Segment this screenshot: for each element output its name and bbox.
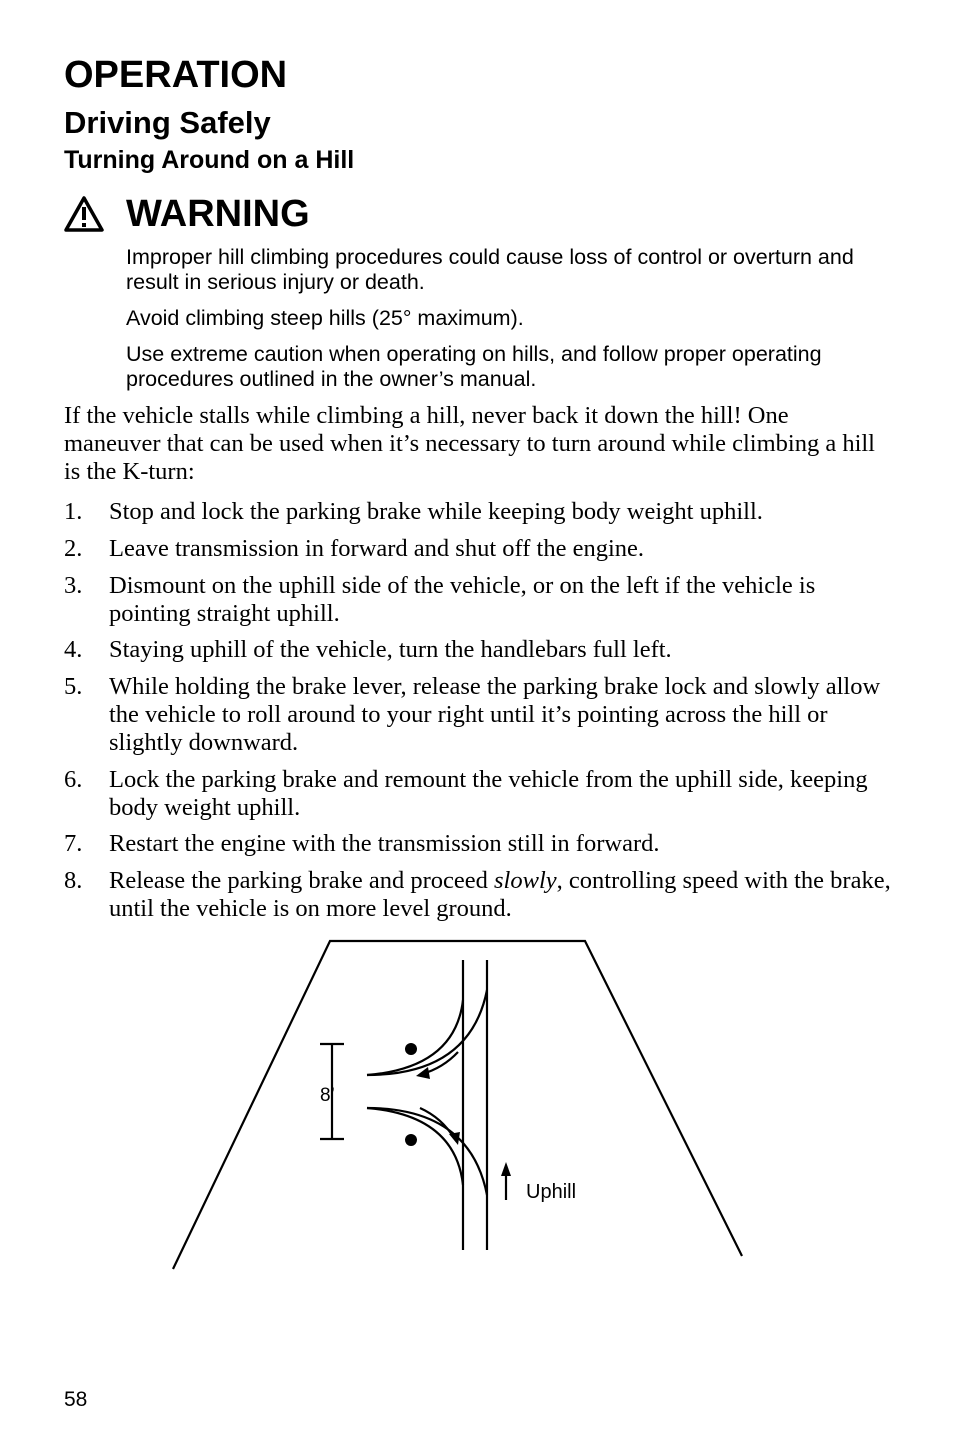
step-text: Restart the engine with the transmission still in forward.: [109, 830, 660, 857]
topic-title: Turning Around on a Hill: [64, 146, 355, 174]
step-number: 6.: [64, 766, 83, 793]
step-number: 5.: [64, 673, 83, 700]
hill-outline: [173, 941, 742, 1269]
warning-header: [64, 194, 310, 234]
turn-curve-upper-outer: [367, 990, 487, 1075]
turn-curve-upper-inner: [367, 1000, 463, 1075]
step-text: While holding the brake lever, release the parking brake lock and slowly allow the vehicle to roll around to your right until it’s pointing across the hill or slightly downward.: [109, 673, 881, 756]
turn-curve-lower-inner: [367, 1108, 463, 1185]
step-number: 2.: [64, 535, 83, 562]
uphill-label: Uphill: [526, 1181, 577, 1203]
warning-paragraph: Improper hill climbing procedures could cause loss of control or overturn and result in serious injury or death.: [126, 245, 854, 294]
turn-arrowhead-lower: [449, 1132, 460, 1145]
warning-title: WARNING: [126, 193, 310, 235]
step-text: Stop and lock the parking brake while keeping body weight uphill.: [109, 498, 763, 525]
step-number: 3.: [64, 572, 83, 599]
step-text-emphasis: slowly: [494, 867, 557, 894]
step-item: [64, 830, 894, 858]
warning-triangle-icon: [64, 196, 104, 232]
step-text-after: , controlling speed with the brake, until the vehicle is on more level ground.: [109, 867, 891, 922]
wheel-dot-upper: [405, 1043, 417, 1055]
step-item: [64, 572, 894, 628]
step-item: [64, 673, 894, 757]
step-number: 8.: [64, 867, 83, 894]
step-item: [64, 867, 894, 923]
step-text: [109, 867, 894, 923]
intro-paragraph: If the vehicle stalls while climbing a hill, never back it down the hill! One maneuver that can be used when it’s necessary to turn around while climbing a hill is the K-turn:: [64, 402, 875, 485]
step-text-before: Release the parking brake and proceed: [109, 867, 495, 894]
uphill-arrowhead: [501, 1162, 511, 1176]
step-item: [64, 498, 894, 526]
step-item: [64, 535, 894, 563]
step-number: 7.: [64, 830, 83, 857]
subsection-title: Driving Safely: [64, 105, 271, 140]
section-title: OPERATION: [64, 54, 288, 96]
step-text: Lock the parking brake and remount the vehicle from the uphill side, keeping body weight uphill.: [109, 766, 868, 821]
dimension-label: 8’: [320, 1085, 335, 1106]
k-turn-diagram: [0, 930, 954, 1280]
step-text: Leave transmission in forward and shut off the engine.: [109, 535, 645, 562]
step-number: 4.: [64, 636, 83, 663]
step-item: [64, 636, 894, 664]
step-number: 1.: [64, 498, 83, 525]
step-text: Staying uphill of the vehicle, turn the handlebars full left.: [109, 636, 672, 663]
warning-paragraph: Use extreme caution when operating on hills, and follow proper operating procedures outlined in the owner’s manual.: [126, 342, 822, 391]
wheel-dot-lower: [405, 1134, 417, 1146]
turn-curve-lower-outer: [367, 1108, 487, 1195]
step-text: Dismount on the uphill side of the vehicle, or on the left if the vehicle is pointing straight uphill.: [109, 572, 816, 627]
page-number: 58: [64, 1388, 88, 1411]
warning-paragraph: Avoid climbing steep hills (25° maximum).: [126, 306, 524, 330]
step-item: [64, 766, 894, 822]
